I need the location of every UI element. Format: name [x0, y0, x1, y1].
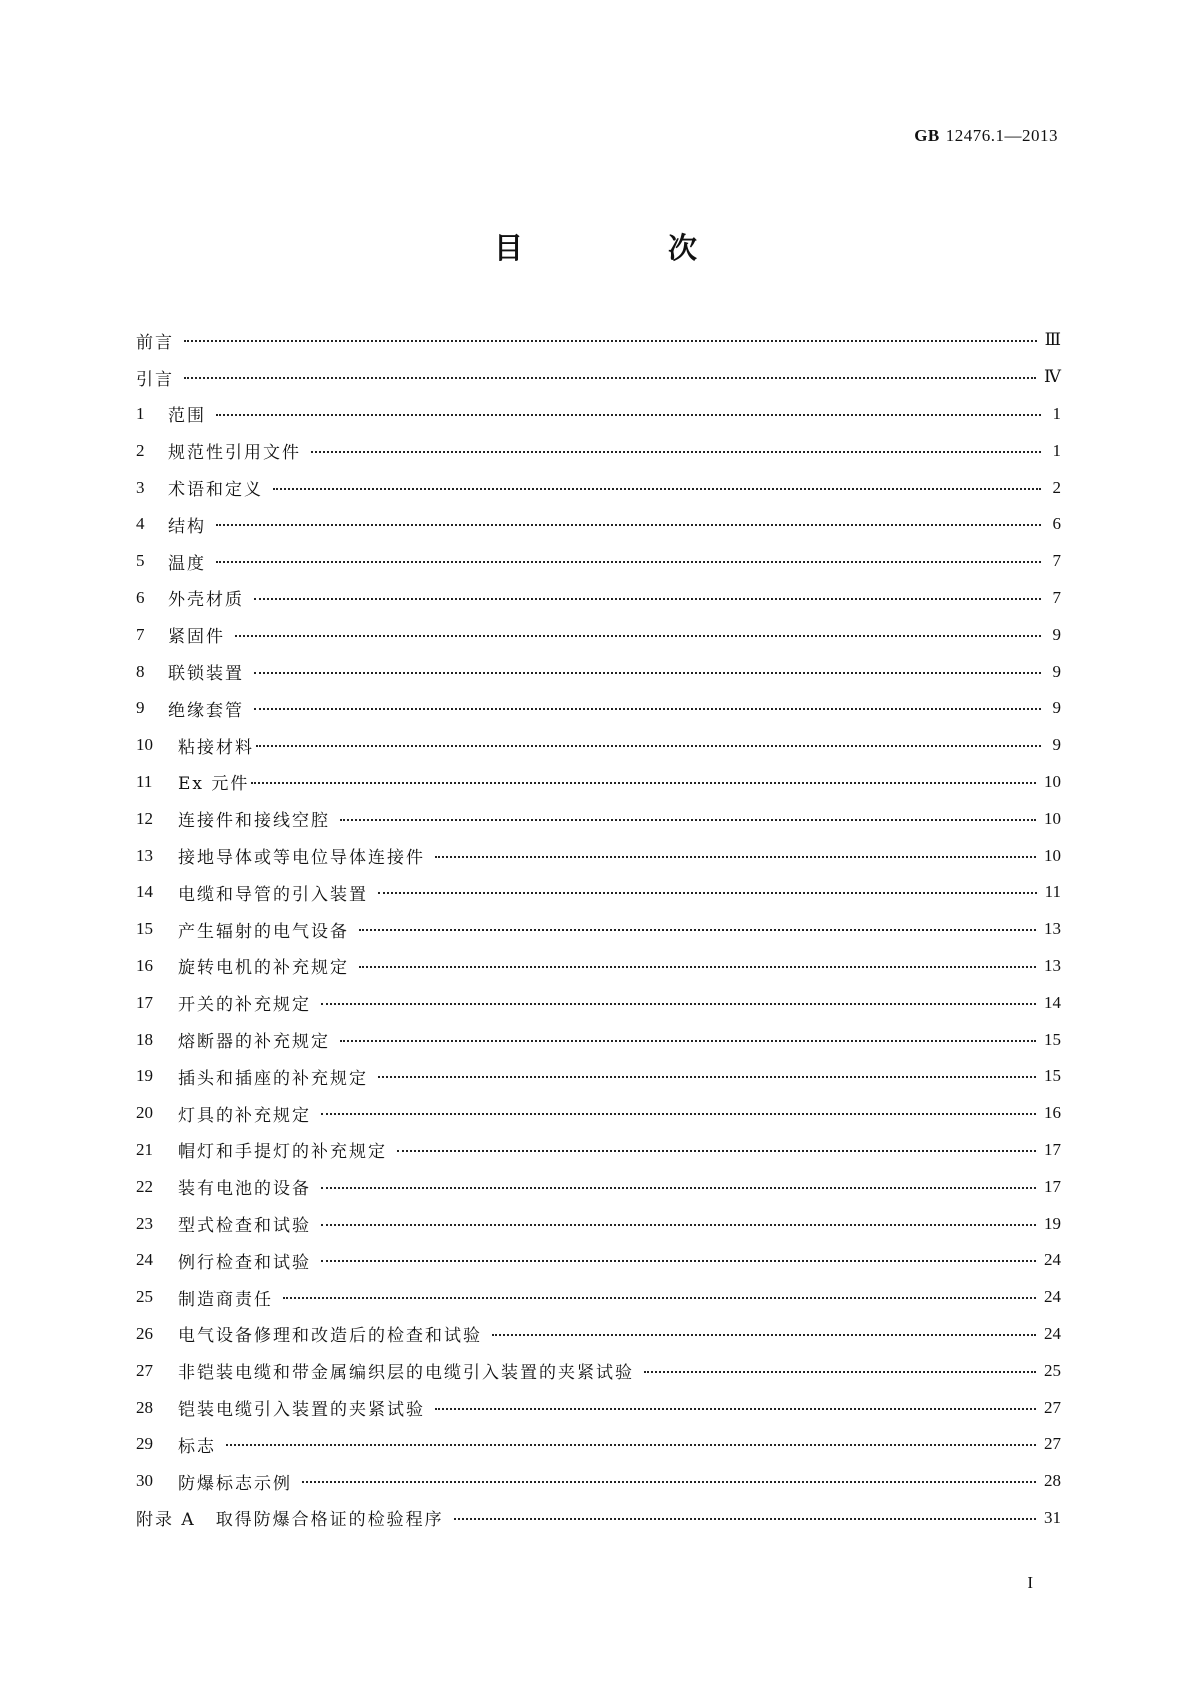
toc-entry-page: 24: [1044, 1287, 1061, 1307]
toc-entry[interactable]: [136, 1389, 1061, 1426]
toc-entry-number: 30: [136, 1471, 153, 1491]
toc-entry-page: 10: [1044, 808, 1061, 828]
toc-entry-page: 31: [1044, 1507, 1061, 1527]
toc-entry[interactable]: [136, 580, 1061, 617]
toc-entry-title: 联锁装置: [168, 664, 244, 685]
toc-entry-number: 20: [136, 1103, 153, 1123]
toc-entry-title: 插头和插座的补充规定: [178, 1068, 368, 1089]
toc-entry-page: 7: [1052, 551, 1061, 571]
toc-entry-number: 10: [136, 735, 153, 755]
leader-dots: [644, 1371, 1036, 1373]
toc-entry-page: Ⅳ: [1044, 367, 1061, 387]
toc-entry-number: 14: [136, 882, 153, 902]
toc-entry-title: 帽灯和手提灯的补充规定: [178, 1142, 387, 1163]
toc-entry-number: 13: [136, 845, 153, 865]
toc-entry[interactable]: [136, 874, 1061, 911]
leader-dots: [435, 1408, 1036, 1410]
toc-entry-title: 取得防爆合格证的检验程序: [215, 1510, 444, 1531]
toc-entry-page: 1: [1052, 403, 1061, 423]
leader-dots: [254, 708, 1041, 710]
toc-entry-number: 19: [136, 1066, 153, 1086]
toc-entry-page: 9: [1052, 624, 1061, 644]
toc-entry[interactable]: [136, 359, 1061, 396]
toc-entry-number: 16: [136, 955, 153, 975]
toc-entry-number: 15: [136, 919, 153, 939]
toc-entry[interactable]: [136, 1463, 1061, 1500]
toc-entry-page: 24: [1044, 1323, 1061, 1343]
toc-entry-number: 5: [136, 551, 145, 571]
toc-entry[interactable]: [136, 543, 1061, 580]
leader-dots: [216, 414, 1041, 416]
standard-code-prefix: GB: [914, 126, 940, 145]
toc-entry-page: 14: [1044, 992, 1061, 1012]
toc-entry-number: 18: [136, 1029, 153, 1049]
toc-entry-title: 范围: [168, 406, 206, 427]
toc-entry[interactable]: [136, 1205, 1061, 1242]
table-of-contents: [136, 322, 1061, 1536]
leader-dots: [321, 1260, 1036, 1262]
toc-entry-number: 24: [136, 1250, 153, 1270]
toc-entry-page: 27: [1044, 1434, 1061, 1454]
toc-entry-page: 25: [1044, 1360, 1061, 1380]
toc-entry-page: Ⅲ: [1044, 330, 1061, 350]
toc-entry-page: 17: [1044, 1139, 1061, 1159]
toc-entry-number: 8: [136, 661, 145, 681]
page-number: I: [1027, 1573, 1033, 1592]
leader-dots: [321, 1003, 1036, 1005]
toc-entry-number: 1: [136, 403, 145, 423]
toc-entry-title: 紧固件: [168, 627, 225, 648]
toc-entry[interactable]: [136, 800, 1061, 837]
leader-dots: [397, 1150, 1036, 1152]
leader-dots: [254, 598, 1041, 600]
leader-dots: [226, 1444, 1036, 1446]
toc-entry[interactable]: [136, 1352, 1061, 1389]
toc-entry-title: 规范性引用文件: [168, 443, 301, 464]
toc-entry-title: 绝缘套管: [168, 700, 244, 721]
toc-entry-page: 16: [1044, 1103, 1061, 1123]
toc-entry-appendix[interactable]: [136, 1500, 1061, 1537]
toc-entry[interactable]: [136, 1279, 1061, 1316]
toc-entry-title: 接地导体或等电位导体连接件: [178, 848, 425, 869]
leader-dots: [235, 635, 1041, 637]
toc-entry-title: 型式检查和试验: [178, 1216, 311, 1237]
toc-entry-page: 9: [1052, 698, 1061, 718]
toc-entry-title: 铠装电缆引入装置的夹紧试验: [178, 1400, 425, 1420]
leader-dots: [283, 1297, 1036, 1299]
toc-entry-title: 电缆和导管的引入装置: [178, 884, 368, 905]
leader-dots: [184, 340, 1037, 342]
toc-entry-number: 26: [136, 1323, 153, 1343]
toc-entry-number: 28: [136, 1397, 153, 1417]
toc-entry-title: 粘接材料: [178, 737, 254, 758]
toc-entry-page: 1: [1052, 440, 1061, 460]
leader-dots: [435, 856, 1036, 858]
toc-entry[interactable]: [136, 1242, 1061, 1279]
toc-entry-title: 连接件和接线空腔: [178, 811, 330, 832]
toc-entry[interactable]: [136, 727, 1061, 764]
leader-dots: [378, 892, 1037, 894]
toc-entry-page: 6: [1052, 514, 1061, 534]
toc-entry[interactable]: [136, 984, 1061, 1021]
toc-entry[interactable]: [136, 764, 1061, 801]
toc-entry-page: 9: [1052, 735, 1061, 755]
toc-entry-title: 前言: [136, 332, 174, 353]
toc-entry[interactable]: [136, 396, 1061, 433]
leader-dots: [359, 929, 1036, 931]
leader-dots: [311, 451, 1041, 453]
toc-entry-page: 11: [1044, 882, 1061, 902]
toc-entry-number: 4: [136, 514, 145, 534]
toc-entry-number: 27: [136, 1360, 153, 1380]
toc-entry-number: 3: [136, 477, 145, 497]
toc-entry-title: 开关的补充规定: [178, 995, 311, 1016]
toc-entry-number: 2: [136, 440, 145, 460]
toc-entry[interactable]: [136, 616, 1061, 653]
toc-entry-title: 温度: [168, 553, 206, 574]
leader-dots: [321, 1224, 1036, 1226]
toc-entry-title: 旋转电机的补充规定: [178, 958, 349, 979]
toc-entry-number: 21: [136, 1139, 153, 1159]
toc-entry-number: 17: [136, 992, 153, 1012]
toc-entry[interactable]: [136, 837, 1061, 874]
toc-entry-page: 13: [1044, 955, 1061, 975]
toc-entry-page: 2: [1052, 477, 1061, 497]
leader-dots: [340, 1040, 1036, 1042]
leader-dots: [251, 782, 1036, 784]
toc-entry-number: 29: [136, 1434, 153, 1454]
toc-entry-title: 熔断器的补充规定: [178, 1032, 330, 1053]
toc-entry-number: 6: [136, 587, 145, 607]
leader-dots: [302, 1481, 1036, 1483]
toc-entry-title: 制造商责任: [178, 1289, 273, 1310]
toc-entry-title: 外壳材质: [168, 590, 244, 611]
leader-dots: [273, 488, 1041, 490]
toc-entry-page: 9: [1052, 661, 1061, 681]
toc-entry-title: 例行检查和试验: [178, 1252, 311, 1273]
toc-entry-number: 7: [136, 624, 145, 644]
toc-entry[interactable]: [136, 1132, 1061, 1169]
toc-entry-title: 术语和定义: [168, 480, 263, 501]
toc-entry-page: 17: [1044, 1176, 1061, 1196]
toc-entry-number: 9: [136, 698, 145, 718]
toc-entry-page: 15: [1044, 1066, 1061, 1086]
toc-entry-title: Ex 元件: [178, 774, 250, 795]
toc-entry-page: 15: [1044, 1029, 1061, 1049]
toc-entry[interactable]: [136, 469, 1061, 506]
toc-entry-title: 防爆标志示例: [178, 1473, 292, 1494]
toc-entry[interactable]: [136, 653, 1061, 690]
toc-entry-number: 25: [136, 1287, 153, 1307]
toc-entry-title: 非铠装电缆和带金属编织层的电缆引入装置的夹紧试验: [178, 1363, 634, 1384]
leader-dots: [340, 819, 1036, 821]
standard-code-number: 12476.1—2013: [945, 126, 1058, 145]
leader-dots: [492, 1334, 1036, 1336]
toc-entry[interactable]: [136, 690, 1061, 727]
toc-entry-page: 19: [1044, 1213, 1061, 1233]
toc-appendix-label: 附录 A: [136, 1510, 196, 1531]
toc-entry[interactable]: [136, 1426, 1061, 1463]
toc-entry-number: 11: [136, 771, 153, 791]
toc-entry-page: 10: [1044, 771, 1061, 791]
leader-dots: [216, 561, 1041, 563]
leader-dots: [378, 1076, 1036, 1078]
toc-entry-title: 引言: [136, 369, 174, 390]
toc-entry[interactable]: [136, 1168, 1061, 1205]
toc-entry-page: 27: [1044, 1397, 1061, 1417]
toc-entry-title: 灯具的补充规定: [178, 1105, 311, 1126]
leader-dots: [256, 745, 1041, 747]
page-title: 目 次: [493, 231, 755, 265]
toc-entry-page: 24: [1044, 1250, 1061, 1270]
leader-dots: [184, 377, 1036, 379]
toc-entry-page: 13: [1044, 919, 1061, 939]
leader-dots: [454, 1518, 1036, 1520]
toc-entry-page: 28: [1044, 1471, 1061, 1491]
toc-entry-title: 标志: [178, 1436, 216, 1457]
toc-entry-number: 22: [136, 1176, 153, 1196]
toc-entry-page: 7: [1052, 587, 1061, 607]
toc-entry[interactable]: [136, 1095, 1061, 1132]
toc-entry-title: 结构: [168, 516, 206, 537]
toc-entry[interactable]: [136, 1316, 1061, 1353]
toc-entry[interactable]: [136, 322, 1061, 359]
toc-entry[interactable]: [136, 432, 1061, 469]
toc-entry-number: 12: [136, 808, 153, 828]
leader-dots: [254, 672, 1041, 674]
leader-dots: [216, 524, 1041, 526]
toc-entry[interactable]: [136, 948, 1061, 985]
standard-code: [914, 126, 1058, 146]
toc-entry-number: 23: [136, 1213, 153, 1233]
toc-entry[interactable]: [136, 1021, 1061, 1058]
toc-entry[interactable]: [136, 1058, 1061, 1095]
toc-entry-title: 产生辐射的电气设备: [178, 921, 349, 942]
toc-entry[interactable]: [136, 506, 1061, 543]
leader-dots: [321, 1187, 1036, 1189]
toc-entry-page: 10: [1044, 845, 1061, 865]
toc-entry-title: 电气设备修理和改造后的检查和试验: [178, 1326, 482, 1347]
toc-entry[interactable]: [136, 911, 1061, 948]
toc-entry-title: 装有电池的设备: [178, 1179, 311, 1200]
leader-dots: [321, 1113, 1036, 1115]
leader-dots: [359, 966, 1036, 968]
